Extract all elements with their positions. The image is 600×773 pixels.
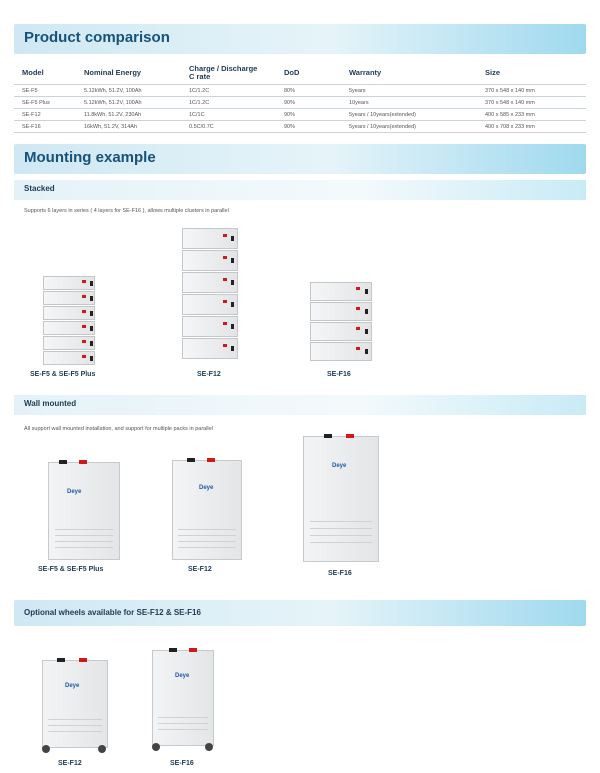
wheels-caption-se-f16: SE-F16 bbox=[170, 760, 194, 767]
deye-logo: Deye bbox=[175, 673, 190, 679]
stacked-heading: Stacked bbox=[24, 184, 55, 193]
product-comparison-banner bbox=[14, 24, 586, 54]
cell-warranty: 5years bbox=[341, 85, 477, 97]
header-size: Size bbox=[485, 68, 501, 77]
stacked-caption-se-f16: SE-F16 bbox=[327, 371, 351, 378]
deye-logo: Deye bbox=[67, 489, 82, 495]
deye-logo: Deye bbox=[199, 485, 214, 491]
wheels-heading: Optional wheels available for SE-F12 & SE-F16 bbox=[24, 608, 201, 617]
wall-caption-se-f5: SE-F5 & SE-F5 Plus bbox=[38, 566, 104, 573]
wall-se-f12-image bbox=[172, 460, 242, 560]
wheel-icon bbox=[152, 743, 160, 751]
cell-size: 370 x 548 x 140 mm bbox=[477, 85, 586, 97]
cell-energy: 11.8kWh, 51.2V, 230Ah bbox=[76, 109, 181, 121]
cell-dod: 90% bbox=[276, 109, 341, 121]
cell-energy: 5.12kWh, 51.2V, 100Ah bbox=[76, 85, 181, 97]
table-row bbox=[14, 121, 586, 133]
wheel-icon bbox=[205, 743, 213, 751]
table-row bbox=[14, 85, 586, 97]
wall-mounted-heading: Wall mounted bbox=[24, 399, 77, 408]
wheels-banner bbox=[14, 600, 586, 626]
cell-model: SE-F5 bbox=[14, 85, 76, 97]
comparison-table bbox=[14, 62, 586, 133]
cell-size: 400 x 585 x 233 mm bbox=[477, 109, 586, 121]
header-crate bbox=[181, 62, 276, 85]
stacked-note: Supports 6 layers in series ( 4 layers for SE-F16 ), allows multiple clusters in parallel bbox=[24, 208, 229, 214]
header-model: Model bbox=[22, 68, 44, 77]
header-crate-line2: C rate bbox=[189, 72, 211, 81]
stacked-caption-se-f12: SE-F12 bbox=[197, 371, 221, 378]
cell-dod: 90% bbox=[276, 97, 341, 109]
mounting-example-title: Mounting example bbox=[24, 149, 156, 166]
cell-energy: 5.12kWh, 51.2V, 100Ah bbox=[76, 97, 181, 109]
wheels-se-f16-image bbox=[152, 650, 214, 746]
wall-se-f16-image bbox=[303, 436, 379, 562]
cell-dod: 80% bbox=[276, 85, 341, 97]
table-row bbox=[14, 109, 586, 121]
header-crate-line1: Charge / Discharge bbox=[189, 64, 258, 73]
cell-model: SE-F12 bbox=[14, 109, 76, 121]
header-dod: DoD bbox=[284, 68, 300, 77]
cell-warranty: 5years / 10years(extended) bbox=[341, 109, 477, 121]
wheels-caption-se-f12: SE-F12 bbox=[58, 760, 82, 767]
wheels-se-f12-image bbox=[42, 660, 108, 748]
wall-mounted-subheader bbox=[14, 395, 586, 415]
product-comparison-title: Product comparison bbox=[24, 29, 170, 46]
stacked-subheader bbox=[14, 180, 586, 200]
table-header-row bbox=[14, 62, 586, 85]
cell-warranty: 10years bbox=[341, 97, 477, 109]
deye-logo: Deye bbox=[332, 463, 347, 469]
wheel-icon bbox=[98, 745, 106, 753]
wall-caption-se-f12: SE-F12 bbox=[188, 566, 212, 573]
wall-caption-se-f16: SE-F16 bbox=[328, 570, 352, 577]
wheel-icon bbox=[42, 745, 50, 753]
cell-model: SE-F16 bbox=[14, 121, 76, 133]
header-warranty: Warranty bbox=[349, 68, 382, 77]
cell-dod: 90% bbox=[276, 121, 341, 133]
cell-crate: 0.5C/0.7C bbox=[181, 121, 276, 133]
deye-logo: Deye bbox=[65, 683, 80, 689]
cell-size: 370 x 548 x 140 mm bbox=[477, 97, 586, 109]
cell-crate: 1C/1C bbox=[181, 109, 276, 121]
wall-mounted-note: All support wall mounted installation, and support for multiple packs in parallel bbox=[24, 426, 213, 432]
cell-crate: 1C/1.2C bbox=[181, 97, 276, 109]
cell-crate: 1C/1.2C bbox=[181, 85, 276, 97]
cell-size: 400 x 708 x 233 mm bbox=[477, 121, 586, 133]
mounting-example-banner bbox=[14, 144, 586, 174]
cell-warranty: 5years / 10years(extended) bbox=[341, 121, 477, 133]
stacked-caption-se-f5: SE-F5 & SE-F5 Plus bbox=[30, 371, 96, 378]
cell-model: SE-F5 Plus bbox=[14, 97, 76, 109]
header-energy: Nominal Energy bbox=[84, 68, 142, 77]
wall-se-f5-image bbox=[48, 462, 120, 560]
table-row bbox=[14, 97, 586, 109]
cell-energy: 16kWh, 51.2V, 314Ah bbox=[76, 121, 181, 133]
